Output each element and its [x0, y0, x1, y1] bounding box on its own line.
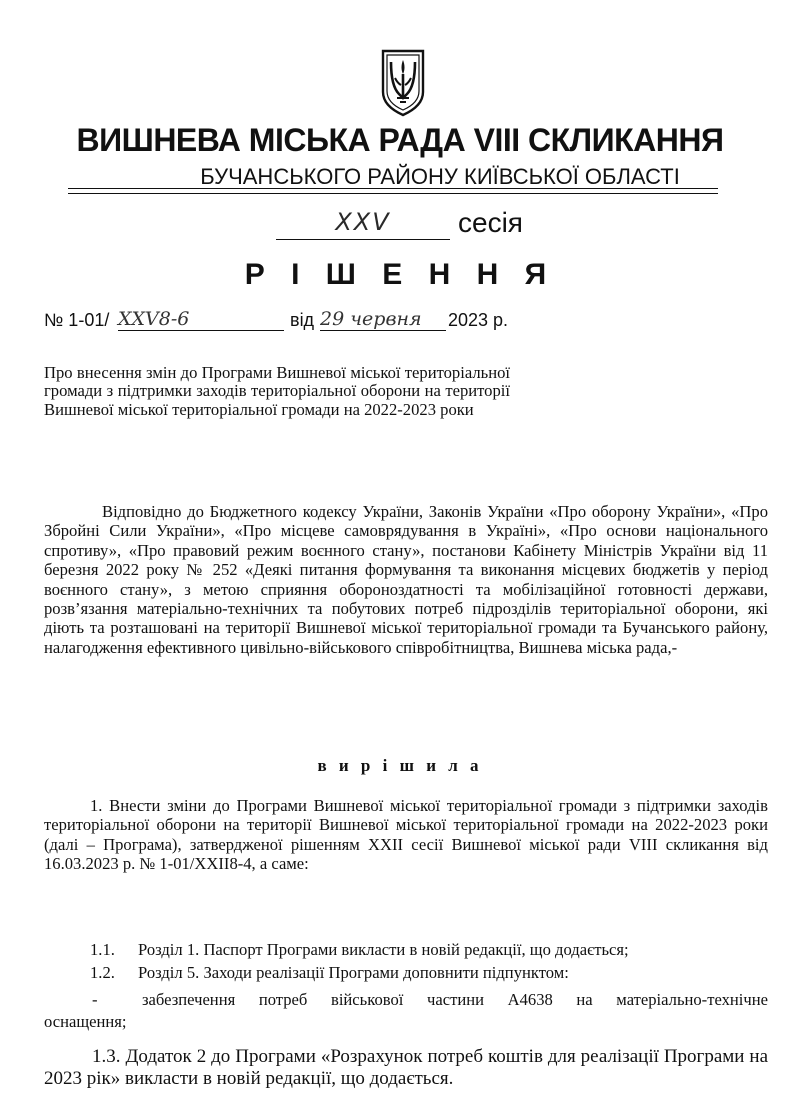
decision-date-prefix: від: [290, 310, 315, 330]
item-1-2-text: Розділ 5. Заходи реалізації Програми доповнити підпунктом:: [138, 963, 569, 982]
trident-coat-of-arms-icon: [379, 48, 427, 118]
dash-item-text: забезпечення потреб військової частини А4638 на матеріально-технічне: [142, 990, 768, 1009]
decision-number-handwritten: XXV8-6: [118, 308, 190, 330]
decision-subject: Про внесення змін до Програми Вишневої міської територіальної громади з підтримки заходів територіальної оборони на території Вишневої міської територіальної громади на 2022-2023 роки: [44, 363, 510, 419]
session-line: [0, 206, 800, 246]
preamble-paragraph: [44, 502, 768, 657]
dash-bullet: -: [92, 990, 98, 1009]
session-number-handwritten: XXV: [335, 208, 391, 236]
item-1-1-text: Розділ 1. Паспорт Програми викласти в новій редакції, що додається;: [138, 940, 629, 959]
decision-title: Р І Ш Е Н Н Я: [244, 258, 556, 291]
header-rule-bottom: [68, 193, 718, 194]
item-1-3-text: 1.3. Додаток 2 до Програми «Розрахунок потреб коштів для реалізації Програми на 2023 рік» викласти в новій редакції, що додається.: [44, 1046, 768, 1089]
session-underline: [276, 239, 450, 240]
item-1: [44, 796, 768, 874]
resolved-heading: в и р і ш и л а: [317, 756, 483, 775]
decision-number-prefix: № 1-01/: [44, 310, 110, 330]
decision-date-underline: [320, 330, 446, 331]
session-label: сесія: [458, 207, 523, 238]
header-rule-top: [68, 188, 718, 189]
item-1-2-number: 1.2.: [90, 963, 115, 982]
item-1-3: [44, 1046, 768, 1090]
decision-date-handwritten: 29 червня: [320, 308, 422, 330]
decision-number-row: [44, 308, 764, 338]
decision-date-year: 2023 р.: [448, 310, 509, 330]
item-1-1-number: 1.1.: [90, 940, 115, 959]
district-name: БУЧАНСЬКОГО РАЙОНУ КИЇВСЬКОЇ ОБЛАСТІ: [200, 164, 680, 189]
preamble-text: Відповідно до Бюджетного кодексу України, Законів України «Про оборону України», «Про Збройні Сили України», «Про місцеве самоврядування в Україні», «Про основи національного спротиву», «Про правовий режим воєнного стану», постанови Кабінету Міністрів України від 11 березня 2022 року № 252 «Деякі питання формування та виконання місцевих бюджетів у період воєнного стану», з метою сприяння обороноздатності та мобілізаційної готовності держави, розв’язання матеріально-технічних та побутових потреб підрозділів територіальної оборони, які діють та розташовані на території Вишневої міської територіальної громади та Бучанського району, налагодження ефективного цивільно-військового співробітництва, Вишнева міська рада,-: [44, 502, 768, 657]
decision-number-underline: [118, 330, 284, 331]
council-name: ВИШНЕВА МІСЬКА РАДА VIII СКЛИКАННЯ: [76, 122, 724, 158]
dash-item-text-continued: оснащення;: [44, 1012, 127, 1031]
item-1-text: 1. Внести зміни до Програми Вишневої міської територіальної громади з підтримки заходів територіальної оборони на території Вишневої міської територіальної громади на 2022-2023 роки (далі – Програма), затвердженої рішенням XXII сесії Вишневої міської ради VIII скликання від 16.03.2023 р. № 1-01/XXII8-4, а саме:: [44, 796, 768, 874]
